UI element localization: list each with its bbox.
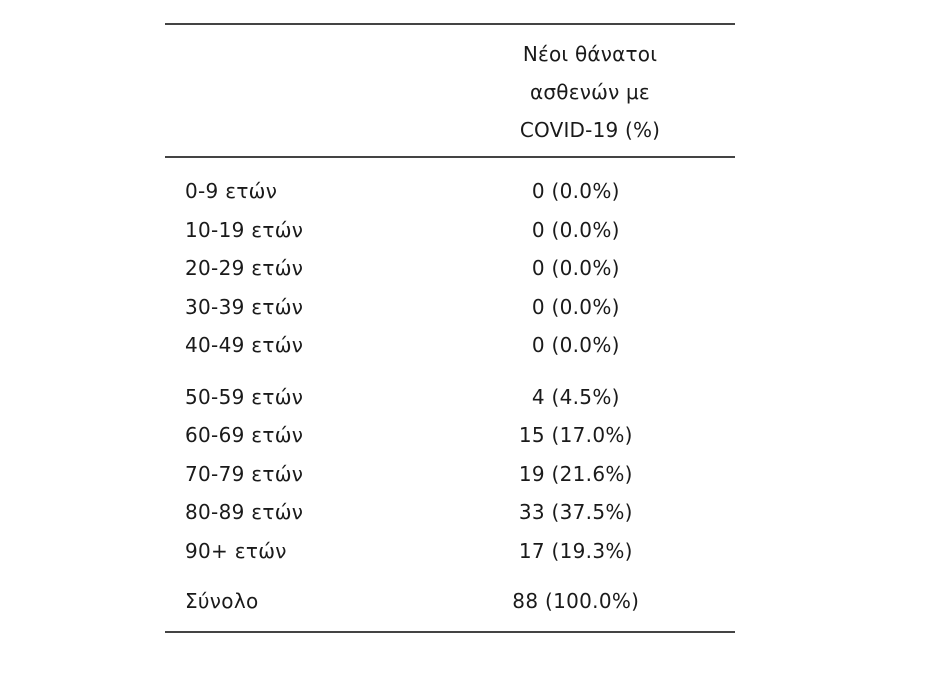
body-end-spacer: [165, 621, 735, 631]
total-label: Σύνολο: [185, 589, 259, 614]
header-line-3: COVID-19 (%): [519, 118, 661, 142]
table-body: [165, 158, 735, 631]
age-group-label: 70-79 ετών: [185, 461, 304, 486]
age-group-label: 50-59 ετών: [185, 384, 304, 409]
age-group-label: 90+ ετών: [185, 538, 287, 563]
deaths-value: 0 (0.0%): [531, 256, 620, 281]
deaths-value: 33 (37.5%): [518, 500, 633, 525]
table-header: [165, 25, 735, 156]
total-row: [165, 582, 735, 621]
header-line-1: Νέοι θάνατοι: [522, 42, 658, 66]
table-row: [165, 493, 735, 532]
group-spacer: [165, 365, 735, 378]
bottom-rule: [165, 631, 735, 633]
total-value: 88 (100.0%): [512, 589, 640, 614]
deaths-value: 17 (19.3%): [518, 538, 633, 563]
age-group-label: 30-39 ετών: [185, 294, 304, 319]
table-row: [165, 172, 735, 211]
age-group-label: 0-9 ετών: [185, 179, 278, 204]
age-group-label: 10-19 ετών: [185, 217, 304, 242]
total-spacer: [165, 570, 735, 582]
deaths-value: 0 (0.0%): [531, 179, 620, 204]
table-row: [165, 378, 735, 417]
table-row: [165, 532, 735, 571]
header-line-2: ασθενών με: [530, 80, 650, 104]
deaths-value: 4 (4.5%): [531, 384, 620, 409]
deaths-value: 19 (21.6%): [518, 461, 633, 486]
deaths-value: 15 (17.0%): [518, 423, 633, 448]
table-row: [165, 249, 735, 288]
table-row: [165, 455, 735, 494]
table-row: [165, 288, 735, 327]
age-group-label: 40-49 ετών: [185, 333, 304, 358]
deaths-value: 0 (0.0%): [531, 333, 620, 358]
deaths-by-age-table: [165, 23, 735, 633]
age-group-label: 20-29 ετών: [185, 256, 304, 281]
deaths-value: 0 (0.0%): [531, 294, 620, 319]
age-group-label: 60-69 ετών: [185, 423, 304, 448]
table-row: [165, 326, 735, 365]
deaths-value: 0 (0.0%): [531, 217, 620, 242]
value-column-header: [425, 35, 755, 149]
table-row: [165, 416, 735, 455]
age-group-label: 80-89 ετών: [185, 500, 304, 525]
table-row: [165, 211, 735, 250]
